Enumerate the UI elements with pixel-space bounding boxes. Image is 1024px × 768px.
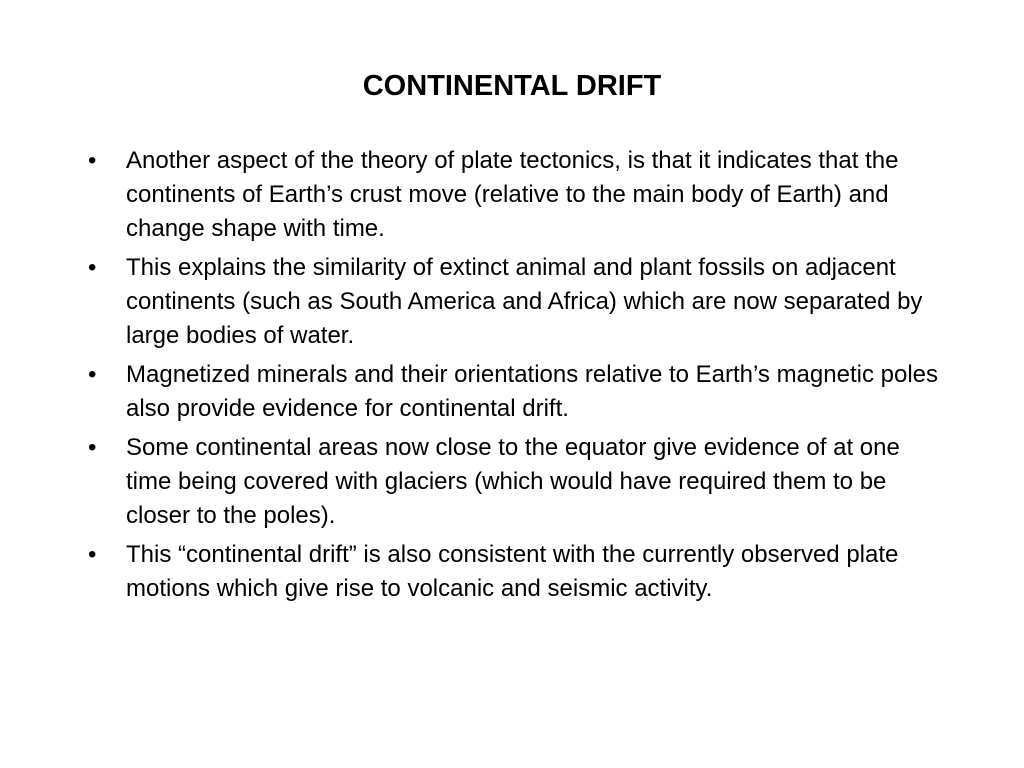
bullet-dot-icon: • xyxy=(88,541,97,568)
bullet-item xyxy=(88,144,948,246)
bullet-item xyxy=(88,538,948,606)
bullet-text: This “continental drift” is also consistent with the currently observed plate motions which give rise to volcanic and seismic activity. xyxy=(126,541,899,602)
bullet-item xyxy=(88,251,948,353)
bullet-dot-icon: • xyxy=(88,434,97,461)
bullet-dot-icon: • xyxy=(88,361,97,388)
bullet-dot-icon: • xyxy=(88,254,97,281)
bullet-list xyxy=(88,144,948,611)
bullet-text: This explains the similarity of extinct animal and plant fossils on adjacent continents (such as South America and Africa) which are now separated by large bodies of water. xyxy=(126,254,923,349)
bullet-dot-icon: • xyxy=(88,147,97,174)
bullet-item xyxy=(88,358,948,426)
bullet-item xyxy=(88,431,948,533)
slide-title: CONTINENTAL DRIFT xyxy=(362,70,662,102)
bullet-text: Magnetized minerals and their orientations relative to Earth’s magnetic poles also provide evidence for continental drift. xyxy=(126,361,938,422)
bullet-text: Some continental areas now close to the equator give evidence of at one time being covered with glaciers (which would have required them to be closer to the poles). xyxy=(126,434,900,529)
bullet-text: Another aspect of the theory of plate tectonics, is that it indicates that the continents of Earth’s crust move (relative to the main body of Earth) and change shape with time. xyxy=(126,147,899,242)
